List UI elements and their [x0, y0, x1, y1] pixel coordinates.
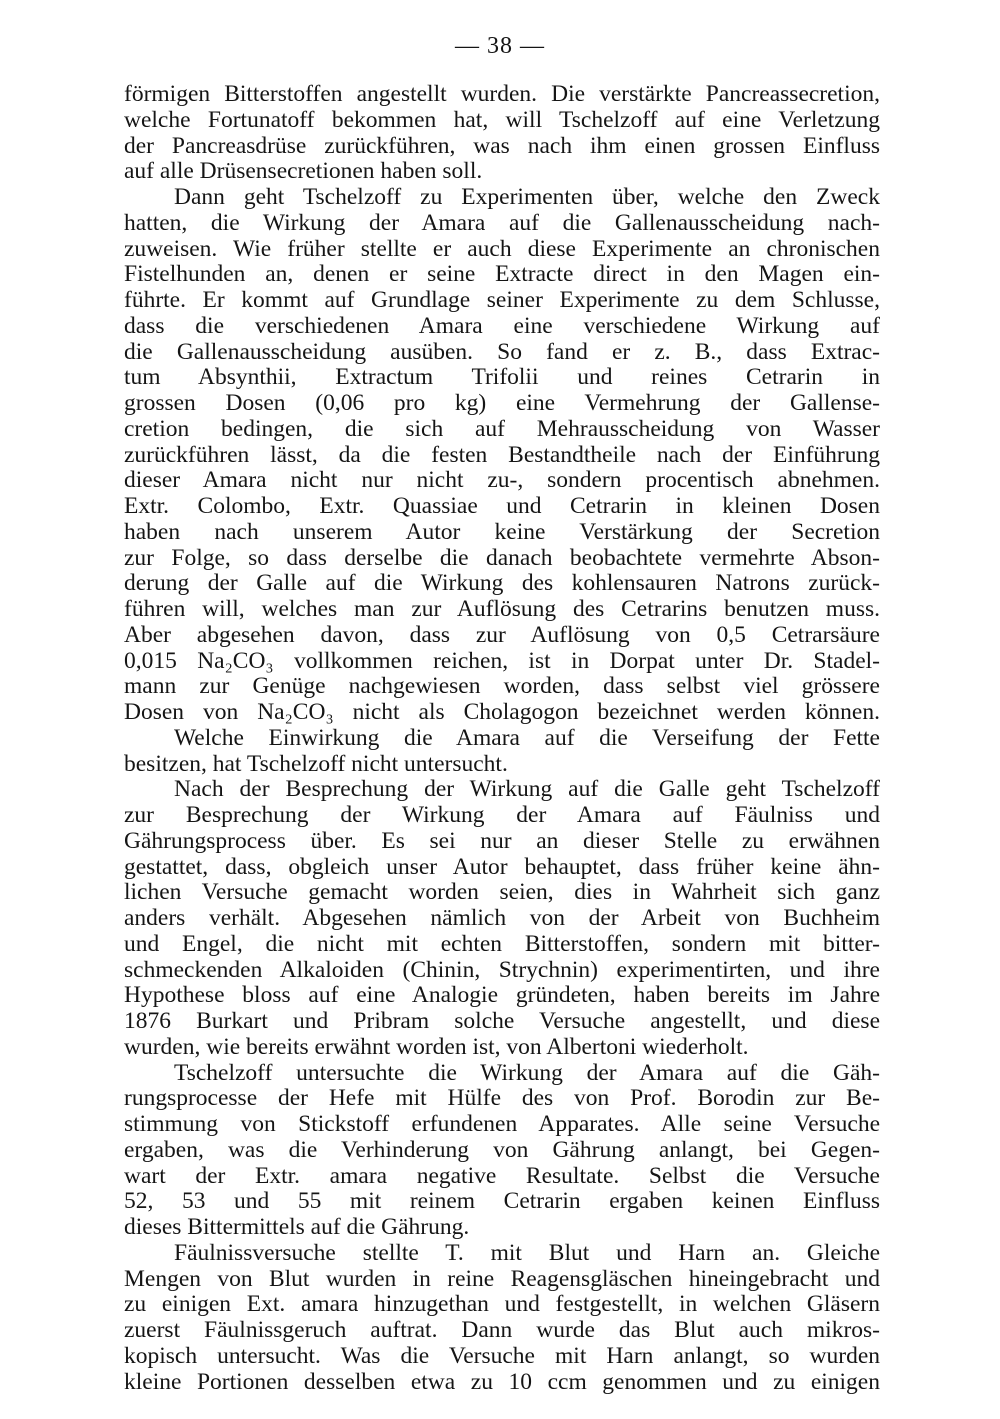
text-line: und Engel, die nicht mit echten Bitterstoffen, sondern mit bitter- — [124, 930, 880, 957]
text-line: anders verhält. Abgesehen nämlich von der Arbeit von Buchheim — [124, 905, 880, 931]
text-line: Fistelhunden an, denen er seine Extracte direct in den Magen ein- — [124, 261, 880, 288]
text-line: 0,015 Na₂CO₃ vollkommen reichen, ist in Dorpat unter Dr. Stadel- — [124, 647, 880, 674]
text-line: dieser Amara nicht nur nicht zu-, sondern procentisch abnehmen. — [124, 467, 880, 494]
text-line: Tschelzoff untersuchte die Wirkung der Amara auf die Gäh- — [174, 1059, 880, 1086]
body-text — [124, 82, 880, 1395]
text-line: derung der Galle auf die Wirkung des kohlensauren Natrons zurück- — [124, 570, 880, 597]
text-line: gestattet, dass, obgleich unser Autor behauptet, dass früher keine ähn- — [124, 853, 880, 880]
text-line: zurückführen lässt, da die festen Bestandtheile nach der Einführung — [124, 441, 880, 468]
text-line: Extr. Colombo, Extr. Quassiae und Cetrarin in kleinen Dosen — [124, 493, 880, 519]
text-line: 1876 Burkart und Pribram solche Versuche angestellt, und diese — [124, 1008, 880, 1034]
text-line: haben nach unserem Autor keine Verstärkung der Secretion — [124, 518, 880, 545]
text-line: Hypothese bloss auf eine Analogie gründeten, haben bereits im Jahre — [124, 982, 880, 1009]
text-line: zur Besprechung der Wirkung der Amara auf Fäulniss und — [124, 802, 880, 828]
text-line: Nach der Besprechung der Wirkung auf die Galle geht Tschelzoff — [174, 776, 880, 803]
text-line: kleine Portionen desselben etwa zu 10 ccm genommen und zu einigen — [124, 1368, 880, 1395]
text-line: dieses Bittermittels auf die Gährung. — [124, 1214, 470, 1240]
text-line: wart der Extr. amara negative Resultate. Selbst die Versuche — [124, 1162, 880, 1189]
text-line: auf alle Drüsensecretionen haben soll. — [124, 158, 483, 185]
text-line: zuerst Fäulnissgeruch auftrat. Dann wurde das Blut auch mikros- — [124, 1317, 880, 1343]
text-line: zuweisen. Wie früher stellte er auch diese Experimente an chronischen — [124, 235, 880, 262]
text-line: Dann geht Tschelzoff zu Experimenten über, welche den Zweck — [174, 184, 880, 210]
text-line: grossen Dosen (0,06 pro kg) eine Vermehrung der Gallense- — [124, 390, 880, 416]
text-line: zu einigen Ext. amara hinzugethan und festgestellt, in welchen Gläsern — [124, 1291, 880, 1318]
text-line: Fäulnissversuche stellte T. mit Blut und Harn an. Gleiche — [174, 1239, 880, 1266]
text-line: förmigen Bitterstoffen angestellt wurden. Die verstärkte Pancreassecretion, — [124, 81, 880, 107]
text-line: hatten, die Wirkung der Amara auf die Gallenausscheidung nach- — [124, 209, 880, 236]
text-line: rungsprocesse der Hefe mit Hülfe des von Prof. Borodin zur Be- — [124, 1085, 880, 1112]
text-line: kopisch untersucht. Was die Versuche mit Harn anlangt, so wurden — [124, 1342, 880, 1369]
text-line: Dosen von Na₂CO₃ nicht als Cholagogon bezeichnet werden können. — [124, 699, 880, 725]
text-line: lichen Versuche gemacht worden seien, dies in Wahrheit sich ganz — [124, 879, 880, 906]
text-line: zur Folge, so dass derselbe die danach beobachtete vermehrte Abson- — [124, 544, 880, 571]
text-line: Aber abgesehen davon, dass zur Auflösung von 0,5 Cetrarsäure — [124, 621, 880, 648]
text-line: die Gallenausscheidung ausüben. So fand er z. B., dass Extrac- — [124, 338, 880, 365]
text-line: stimmung von Stickstoff erfundenen Apparates. Alle seine Versuche — [124, 1111, 880, 1137]
text-line: schmeckenden Alkaloiden (Chinin, Strychnin) experimentirten, und ihre — [124, 956, 880, 983]
text-line: Welche Einwirkung die Amara auf die Verseifung der Fette — [174, 724, 880, 751]
text-line: besitzen, hat Tschelzoff nicht untersucht. — [124, 750, 508, 777]
text-line: mann zur Genüge nachgewiesen worden, dass selbst viel grössere — [124, 673, 880, 700]
text-line: cretion bedingen, die sich auf Mehrausscheidung von Wasser — [124, 415, 880, 442]
text-line: dass die verschiedenen Amara eine verschiedene Wirkung auf — [124, 312, 880, 339]
text-line: Gährungsprocess über. Es sei nur an dieser Stelle zu erwähnen — [124, 827, 880, 854]
text-line: tum Absynthii, Extractum Trifolii und reines Cetrarin in — [124, 364, 880, 391]
text-line: führen will, welches man zur Auflösung des Cetrarins benutzen muss. — [124, 596, 880, 622]
text-line: 52, 53 und 55 mit reinem Cetrarin ergaben keinen Einfluss — [124, 1188, 880, 1215]
text-line: ergaben, was die Verhinderung von Gährung anlangt, bei Gegen- — [124, 1136, 880, 1163]
page-number: — 38 — — [455, 33, 545, 59]
text-line: welche Fortunatoff bekommen hat, will Tschelzoff auf eine Verletzung — [124, 106, 880, 133]
text-line: wurden, wie bereits erwähnt worden ist, von Albertoni wiederholt. — [124, 1033, 749, 1060]
text-line: führte. Er kommt auf Grundlage seiner Experimente zu dem Schlusse, — [124, 287, 880, 313]
text-line: Mengen von Blut wurden in reine Reagensgläschen hineingebracht und — [124, 1265, 880, 1292]
text-line: der Pancreasdrüse zurückführen, was nach ihm einen grossen Einfluss — [124, 132, 880, 159]
